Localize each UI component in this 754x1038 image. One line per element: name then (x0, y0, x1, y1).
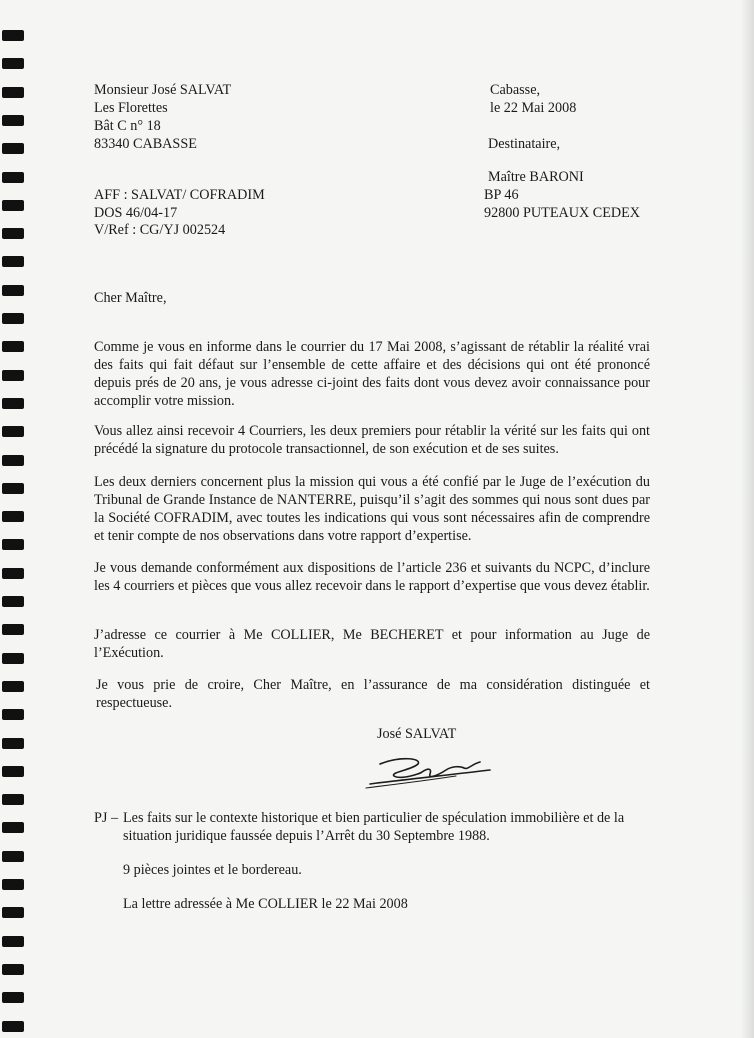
date: le 22 Mai 2008 (490, 100, 577, 116)
handwritten-signature (360, 750, 495, 795)
binding-ring (2, 200, 24, 211)
binding-ring (2, 596, 24, 607)
binding-ring (2, 426, 24, 437)
binding-ring (2, 624, 24, 635)
binding-ring (2, 341, 24, 352)
spiral-binding (0, 0, 26, 1038)
binding-ring (2, 539, 24, 550)
reference-dos: DOS 46/04-17 (94, 205, 178, 221)
body-paragraph: Je vous demande conformément aux dispositions de l’article 236 et suivants du NCPC, d’inclure les 4 courriers et pièces que vous allez recevoir dans le rapport d’expertise que vous devez établir. (94, 560, 650, 594)
binding-ring (2, 87, 24, 98)
enclosure-item-1-line-1: Les faits sur le contexte historique et bien particulier de spéculation immobilière et de la (123, 810, 625, 826)
binding-ring (2, 172, 24, 183)
binding-ring (2, 681, 24, 692)
binding-ring (2, 58, 24, 69)
binding-ring (2, 907, 24, 918)
enclosure-item-2: 9 pièces jointes et le bordereau. (123, 862, 302, 878)
binding-ring (2, 483, 24, 494)
body-paragraph: Comme je vous en informe dans le courrier du 17 Mai 2008, s’agissant de rétablir la réalité vrai des faits qui fait défaut sur l’ensemble de cette affaire et des décisions qui ont été prononcé depuis prés de 20 ans, je vous adresse ci-joint des faits dont vous devez avoir connaissance pour accomplir votre mission. (94, 339, 650, 409)
recipient-label: Destinataire, (488, 136, 561, 152)
binding-ring (2, 568, 24, 579)
binding-ring (2, 709, 24, 720)
binding-ring (2, 879, 24, 890)
salutation: Cher Maître, (94, 290, 167, 306)
binding-ring (2, 653, 24, 664)
binding-ring (2, 313, 24, 324)
recipient-name: Maître BARONI (488, 169, 584, 185)
binding-ring (2, 794, 24, 805)
place: Cabasse, (490, 82, 541, 98)
body-paragraph: Les deux derniers concernent plus la mission qui vous a été confié par le Juge de l’exécution du Tribunal de Grande Instance de NANTERRE, puisqu’il s’agit des sommes qui nous sont dues par la Société COFRADIM, avec toutes les indications qui vous sont nécessaires afin de comprendre et tenir compte de nos observations dans votre rapport d’expertise. (94, 474, 650, 544)
binding-ring (2, 511, 24, 522)
sender-line-3: Bât C n° 18 (94, 118, 161, 134)
binding-ring (2, 738, 24, 749)
page-edge-shadow (740, 0, 754, 1038)
enclosure-item-3: La lettre adressée à Me COLLIER le 22 Mai 2008 (123, 896, 408, 912)
enclosure-item-1-line-2: situation juridique faussée depuis l’Arrêt du 30 Septembre 1988. (123, 828, 490, 844)
binding-ring (2, 285, 24, 296)
binding-ring (2, 964, 24, 975)
binding-ring (2, 992, 24, 1003)
binding-ring (2, 115, 24, 126)
sender-name: Monsieur José SALVAT (94, 82, 232, 98)
binding-ring (2, 766, 24, 777)
body-paragraph: J’adresse ce courrier à Me COLLIER, Me BECHERET et pour information au Juge de l’Exécution. (94, 627, 650, 661)
signature-name: José SALVAT (377, 726, 457, 742)
reference-vref: V/Ref : CG/YJ 002524 (94, 222, 226, 238)
enclosure-prefix: PJ – (94, 810, 119, 826)
binding-ring (2, 1021, 24, 1032)
binding-ring (2, 398, 24, 409)
body-paragraph: Vous allez ainsi recevoir 4 Courriers, les deux premiers pour rétablir la vérité sur les faits qui ont précédé la signature du protocole transactionnel, de son exécution et de ses suites. (94, 423, 650, 457)
binding-ring (2, 455, 24, 466)
binding-ring (2, 936, 24, 947)
sender-line-4: 83340 CABASSE (94, 136, 197, 152)
binding-ring (2, 851, 24, 862)
binding-ring (2, 30, 24, 41)
closing-paragraph: Je vous prie de croire, Cher Maître, en l’assurance de ma considération distinguée et respectueuse. (96, 677, 650, 711)
reference-aff: AFF : SALVAT/ COFRADIM (94, 187, 265, 203)
binding-ring (2, 256, 24, 267)
recipient-line-2: BP 46 (484, 187, 519, 203)
binding-ring (2, 370, 24, 381)
binding-ring (2, 143, 24, 154)
binding-ring (2, 822, 24, 833)
recipient-line-3: 92800 PUTEAUX CEDEX (484, 205, 641, 221)
sender-line-2: Les Florettes (94, 100, 168, 116)
binding-ring (2, 228, 24, 239)
